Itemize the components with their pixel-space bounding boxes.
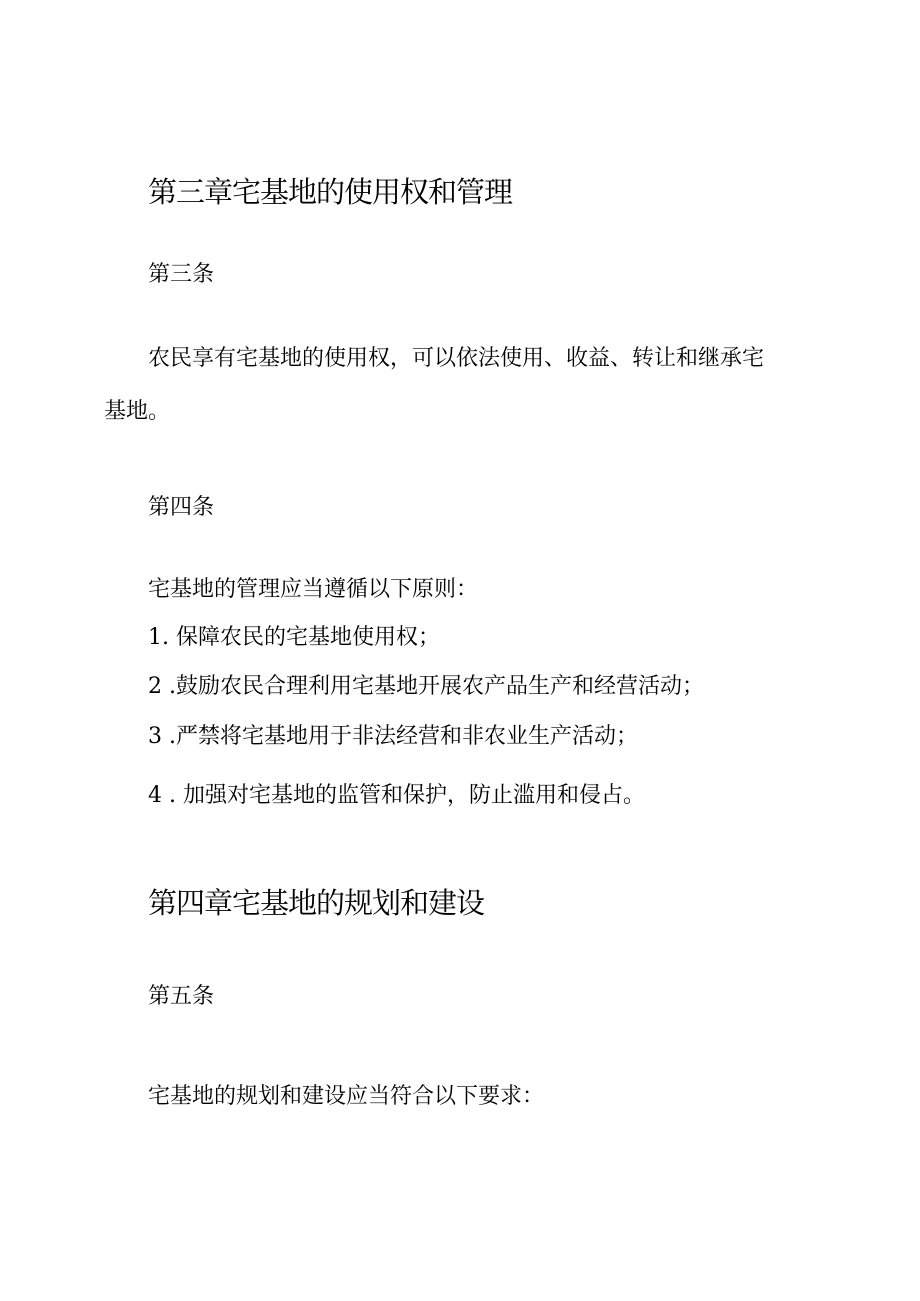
chapter-4-title: 第四章宅基地的规划和建设 [148,886,485,920]
article-3-text-line-2: 基地。 [104,399,171,424]
article-4-item-3: 3 .严禁将宅基地用于非法经营和非农业生产活动； [148,724,638,749]
chapter-3-title: 第三章宅基地的使用权和管理 [148,175,513,209]
article-5-intro: 宅基地的规划和建设应当符合以下要求： [148,1084,545,1109]
article-5-heading: 第五条 [148,984,215,1009]
article-3-text-line-1: 农民享有宅基地的使用权，可以依法使用、收益、转让和继承宅 [148,346,765,371]
article-4-heading: 第四条 [148,495,215,520]
article-4-item-1: 1. 保障农民的宅基地使用权； [148,625,440,650]
article-3-heading: 第三条 [148,262,215,287]
article-4-item-2: 2 .鼓励农民合理利用宅基地开展农产品生产和经营活动； [148,674,704,699]
article-4-item-4: 4 . 加强对宅基地的监管和保护，防止滥用和侵占。 [148,783,645,808]
article-4-intro: 宅基地的管理应当遵循以下原则： [148,577,479,602]
